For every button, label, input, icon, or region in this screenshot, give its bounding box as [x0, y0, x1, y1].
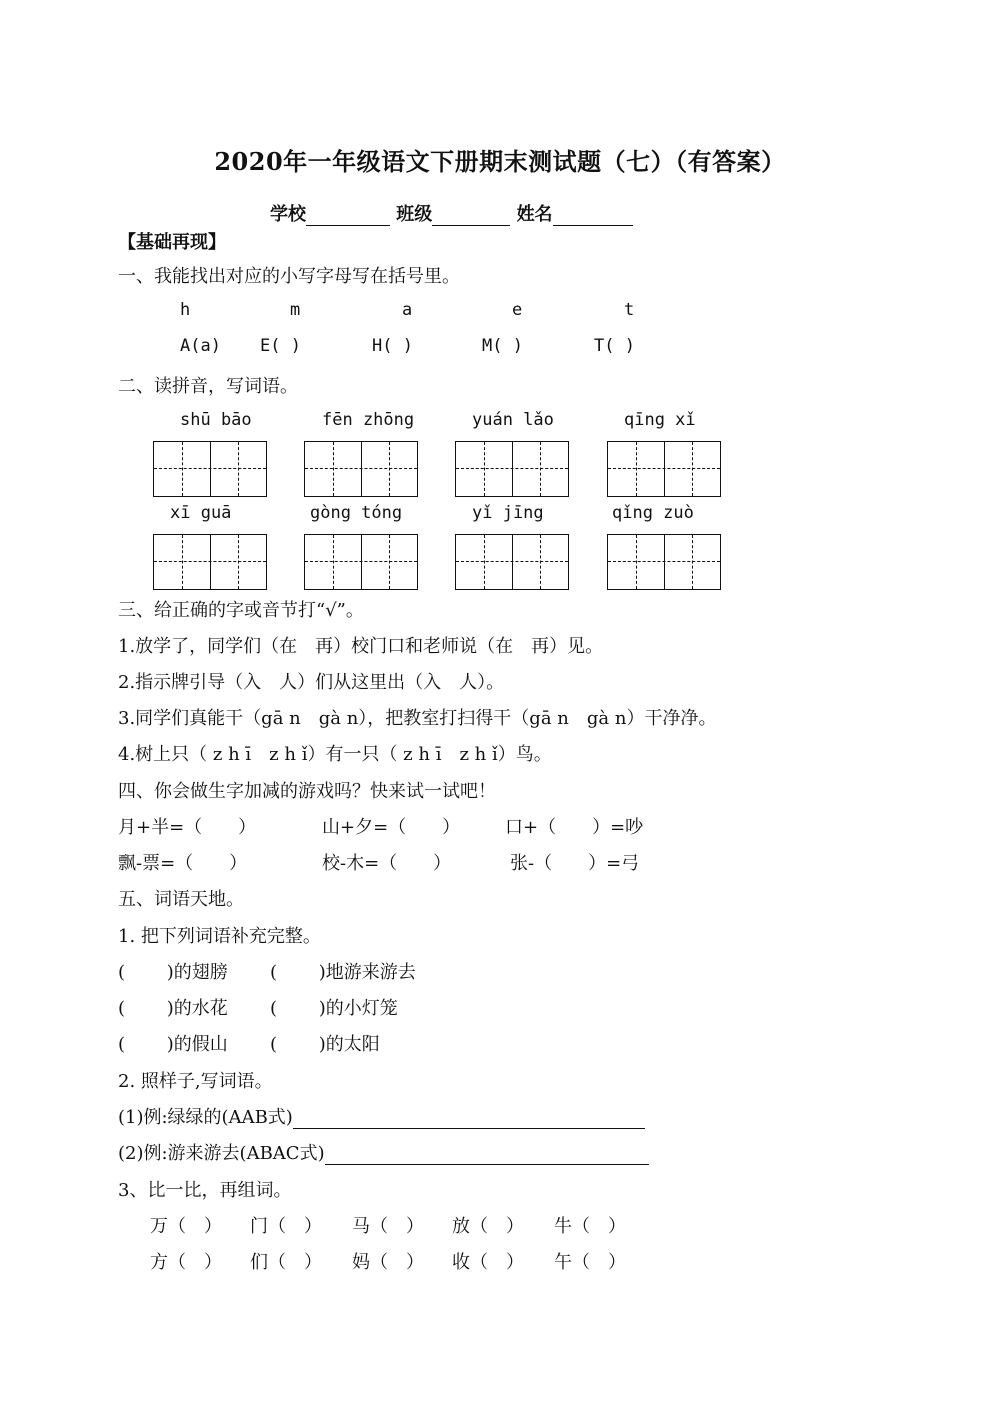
q4-title: 四、你会做生字加减的游戏吗？快来试一试吧！: [118, 781, 496, 802]
q1-lower-4: e: [512, 300, 523, 320]
student-info: [270, 200, 633, 226]
example-2: [118, 1139, 649, 1165]
compare-2-5[interactable]: 午（ ）: [554, 1252, 626, 1273]
compare-1-1[interactable]: 万（ ）: [150, 1216, 222, 1237]
section-basic: 【基础再现】: [118, 232, 226, 253]
q1-upper-3[interactable]: H( ): [372, 336, 413, 356]
q1-upper-4[interactable]: M( ): [482, 336, 523, 356]
fill-3a[interactable]: ( )的假山: [118, 1034, 228, 1055]
q1-title: 一、我能找出对应的小写字母写在括号里。: [118, 266, 460, 287]
q4-r2-1[interactable]: 飘-票=（ ）: [118, 853, 248, 874]
example-2-answer-line[interactable]: [325, 1146, 649, 1165]
pinyin-4: qīng xǐ: [624, 410, 696, 430]
q3-item-2: 2.指示牌引导（入 人）们从这里出（入 人）。: [118, 672, 505, 693]
school-blank[interactable]: [306, 207, 390, 226]
example-1: [118, 1103, 645, 1129]
tianzige-box[interactable]: [304, 441, 418, 497]
pinyin-8: qǐng zuò: [612, 503, 694, 523]
q1-lower-1: h: [180, 300, 191, 320]
compare-2-4[interactable]: 收（ ）: [452, 1252, 524, 1273]
fill-2b[interactable]: ( )的小灯笼: [270, 998, 398, 1019]
q5-sub3: 3、比一比，再组词。: [118, 1180, 292, 1201]
tianzige-box[interactable]: [304, 534, 418, 590]
tianzige-box[interactable]: [607, 441, 721, 497]
tianzige-box[interactable]: [153, 441, 267, 497]
compare-2-1[interactable]: 方（ ）: [150, 1252, 222, 1273]
q1-lower-2: m: [290, 300, 301, 320]
compare-2-3[interactable]: 妈（ ）: [352, 1252, 424, 1273]
page-title: 2020年一年级语文下册期末测试题（七）（有答案）: [214, 147, 786, 176]
pinyin-5: xī guā: [170, 503, 232, 523]
class-blank[interactable]: [432, 207, 510, 226]
example-1-label: (1)例:绿绿的(AAB式): [118, 1107, 293, 1128]
school-label: 学校: [270, 204, 306, 225]
compare-1-3[interactable]: 马（ ）: [352, 1216, 424, 1237]
q1-upper-5[interactable]: T( ): [594, 336, 635, 356]
fill-3b[interactable]: ( )的太阳: [270, 1034, 380, 1055]
q3-title: 三、给正确的字或音节打“√”。: [118, 600, 364, 621]
q1-upper-1: A(a): [180, 336, 221, 356]
q4-r1-3[interactable]: 口+（ ）=吵: [505, 817, 644, 838]
tianzige-box[interactable]: [153, 534, 267, 590]
q3-item-3: 3.同学们真能干（gā n gà n），把教室打扫得干（gā n gà n）干净净。: [118, 708, 717, 729]
q4-r1-2[interactable]: 山+夕=（ ）: [322, 817, 461, 838]
example-1-answer-line[interactable]: [293, 1110, 645, 1129]
fill-2a[interactable]: ( )的水花: [118, 998, 228, 1019]
q5-sub1: 1. 把下列词语补充完整。: [118, 926, 321, 947]
q4-r1-1[interactable]: 月+半=（ ）: [118, 817, 257, 838]
q1-lower-5: t: [624, 300, 635, 320]
tianzige-box[interactable]: [607, 534, 721, 590]
compare-1-2[interactable]: 门（ ）: [250, 1216, 322, 1237]
q4-r2-3[interactable]: 张-（ ）=弓: [510, 853, 640, 874]
example-2-label: (2)例:游来游去(ABAC式): [118, 1143, 325, 1164]
compare-1-5[interactable]: 牛（ ）: [554, 1216, 626, 1237]
q5-sub2: 2. 照样子,写词语。: [118, 1071, 273, 1092]
name-blank[interactable]: [553, 207, 633, 226]
pinyin-2: fēn zhōng: [322, 410, 415, 430]
pinyin-1: shū bāo: [180, 410, 252, 430]
q4-r2-2[interactable]: 校-木=（ ）: [322, 853, 452, 874]
pinyin-3: yuán lǎo: [472, 410, 554, 430]
q1-upper-2[interactable]: E( ): [260, 336, 301, 356]
q1-lower-3: a: [402, 300, 413, 320]
name-label: 姓名: [516, 204, 553, 225]
class-label: 班级: [396, 204, 433, 225]
q5-title: 五、词语天地。: [118, 889, 244, 910]
q2-title: 二、读拼音，写词语。: [118, 376, 298, 397]
compare-1-4[interactable]: 放（ ）: [452, 1216, 524, 1237]
compare-2-2[interactable]: 们（ ）: [250, 1252, 322, 1273]
pinyin-6: gòng tóng: [310, 503, 403, 523]
fill-1b[interactable]: ( )地游来游去: [270, 962, 416, 983]
q3-item-1: 1.放学了，同学们（在 再）校门口和老师说（在 再）见。: [118, 636, 604, 657]
q3-item-4: 4.树上只（ z h ī z h ǐ）有一只（ z h ī z h ǐ）鸟。: [118, 744, 552, 765]
tianzige-box[interactable]: [455, 534, 569, 590]
tianzige-box[interactable]: [455, 441, 569, 497]
pinyin-7: yǐ jīng: [472, 503, 544, 523]
fill-1a[interactable]: ( )的翅膀: [118, 962, 228, 983]
